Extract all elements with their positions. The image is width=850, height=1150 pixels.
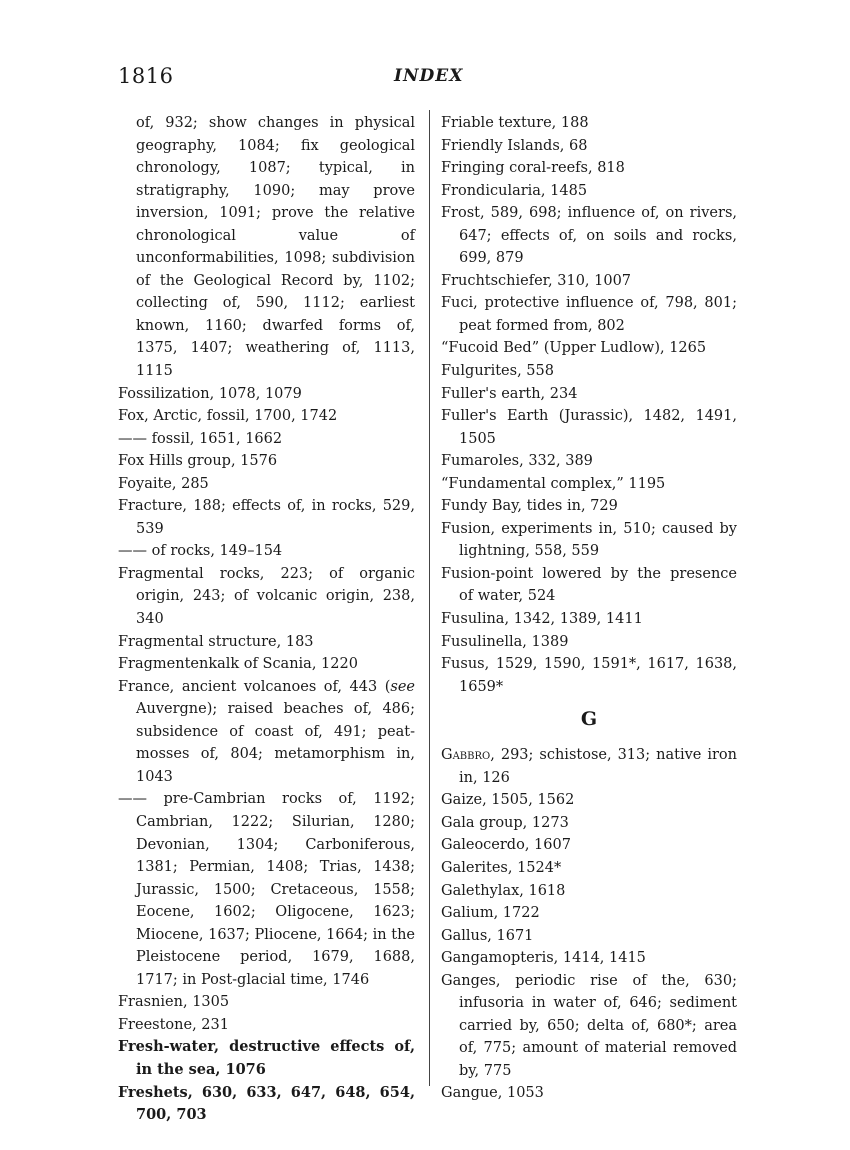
index-column-left bbox=[118, 112, 415, 1127]
index-entry: Gala group, 1273 bbox=[441, 814, 569, 831]
index-entry: —— of rocks, 149–154 bbox=[118, 543, 283, 560]
index-entry: Fuller's earth, 234 bbox=[441, 385, 578, 402]
index-entry: Frost, 589, 698; influence of, on rivers, 647; effects of, on soils and rocks, 699, 879 bbox=[441, 205, 737, 267]
index-entry: Fulgurites, 558 bbox=[441, 363, 554, 380]
index-entry: Friendly Islands, 68 bbox=[441, 137, 588, 154]
index-entry: Fusus, 1529, 1590, 1591*, 1617, 1638, 1659* bbox=[441, 656, 737, 695]
index-column-right bbox=[441, 112, 737, 1105]
index-entry: “Fucoid Bed” (Upper Ludlow), 1265 bbox=[441, 340, 707, 357]
index-entry: Fusion, experiments in, 510; caused by lightning, 558, 559 bbox=[441, 520, 737, 560]
index-entry: Galeocerdo, 1607 bbox=[441, 837, 571, 854]
index-entry: Galerites, 1524* bbox=[441, 859, 562, 876]
index-entry: Galethylax, 1618 bbox=[441, 882, 566, 899]
entries-g bbox=[441, 744, 737, 1105]
index-entry: Fracture, 188; effects of, in rocks, 529, 539 bbox=[118, 498, 415, 537]
index-entry: Freestone, 231 bbox=[118, 1016, 229, 1033]
index-entry: Gangue, 1053 bbox=[441, 1085, 544, 1102]
index-entry: —— pre-Cambrian rocks of, 1192; Cambrian, 1222; Silurian, 1280; Devonian, 1304; Carboniferous, 1381; Permian, 1408; Trias, 1438; Jurassic, 1500; Cretaceous, 1558; Eocene, 1602; Oligocene, 1623; Miocene, 1637; Pliocene, 1664; in the Pleistocene period, 1679, 1688, 1717; in Post-glacial time, 1746 bbox=[118, 791, 415, 988]
index-entry: Galium, 1722 bbox=[441, 905, 540, 922]
index-entry: of, 932; show changes in physical geography, 1084; fix geological chronology, 1087; typical, in stratigraphy, 1090; may prove inversion, 1091; prove the relative chronological value of unconformabilities, 1098; subdivision of the Geological Record by, 1102; collecting of, 590, 1112; earliest known, 1160; dwarfed forms of, 1375, 1407; weathering of, 1113, 1115 bbox=[136, 115, 415, 380]
entries-f bbox=[441, 112, 737, 698]
index-entry: Gallus, 1671 bbox=[441, 927, 534, 944]
index-entry: Fragmental rocks, 223; of organic origin, 243; of volcanic origin, 238, 340 bbox=[118, 565, 415, 628]
see-reference: see bbox=[390, 678, 415, 695]
section-letter: G bbox=[580, 708, 598, 731]
page-number: 1816 bbox=[118, 64, 174, 88]
index-entry: Gaize, 1505, 1562 bbox=[441, 792, 575, 809]
entry-headword: Gabbro bbox=[441, 747, 491, 764]
index-entry: Fusulina, 1342, 1389, 1411 bbox=[441, 611, 643, 628]
index-entry: Gabbro, 293; schistose, 313; native iron in, 126 bbox=[441, 747, 737, 786]
index-entry: Fusulinella, 1389 bbox=[441, 633, 569, 650]
index-entry: —— fossil, 1651, 1662 bbox=[118, 430, 283, 447]
running-head: INDEX bbox=[394, 66, 464, 86]
index-entry: Freshets, 630, 633, 647, 648, 654, 700, 703 bbox=[118, 1083, 415, 1124]
index-entry: Fragmentenkalk of Scania, 1220 bbox=[118, 656, 358, 673]
column-divider bbox=[429, 110, 430, 1086]
index-entry: Fundy Bay, tides in, 729 bbox=[441, 498, 618, 515]
index-entry: Friable texture, 188 bbox=[441, 115, 589, 131]
index-entry: Fresh-water, destructive effects of, in the sea, 1076 bbox=[118, 1038, 415, 1078]
index-entry: Fusion-point lowered by the presence of water, 524 bbox=[441, 565, 737, 605]
index-entry: Fox, Arctic, fossil, 1700, 1742 bbox=[118, 408, 338, 425]
index-entry: Gangamopteris, 1414, 1415 bbox=[441, 950, 646, 967]
index-entry: Fossilization, 1078, 1079 bbox=[118, 385, 302, 402]
index-entry: Ganges, periodic rise of the, 630; infusoria in water of, 646; sediment carried by, 650; delta of, 680*; area of, 775; amount of material removed by, 775 bbox=[441, 972, 737, 1079]
index-entry: “Fundamental complex,” 1195 bbox=[441, 475, 666, 492]
index-entry: Fragmental structure, 183 bbox=[118, 633, 314, 650]
index-entry: Fumaroles, 332, 389 bbox=[441, 453, 593, 470]
index-entry: Fruchtschiefer, 310, 1007 bbox=[441, 272, 632, 289]
index-entry: France, ancient volcanoes of, 443 (see Auvergne); raised beaches of, 486; subsidence of coast of, 491; peat-mosses of, 804; metamorphism in, 1043 bbox=[118, 678, 415, 785]
index-entry: Fuci, protective influence of, 798, 801; peat formed from, 802 bbox=[441, 295, 737, 334]
index-entry: Frasnien, 1305 bbox=[118, 994, 230, 1011]
index-entry: Fringing coral-reefs, 818 bbox=[441, 160, 625, 177]
index-entry: Fuller's Earth (Jurassic), 1482, 1491, 1505 bbox=[441, 408, 737, 447]
index-entry: Fox Hills group, 1576 bbox=[118, 453, 278, 470]
index-entry: Frondicularia, 1485 bbox=[441, 182, 588, 199]
index-entry: Foyaite, 285 bbox=[118, 475, 209, 492]
